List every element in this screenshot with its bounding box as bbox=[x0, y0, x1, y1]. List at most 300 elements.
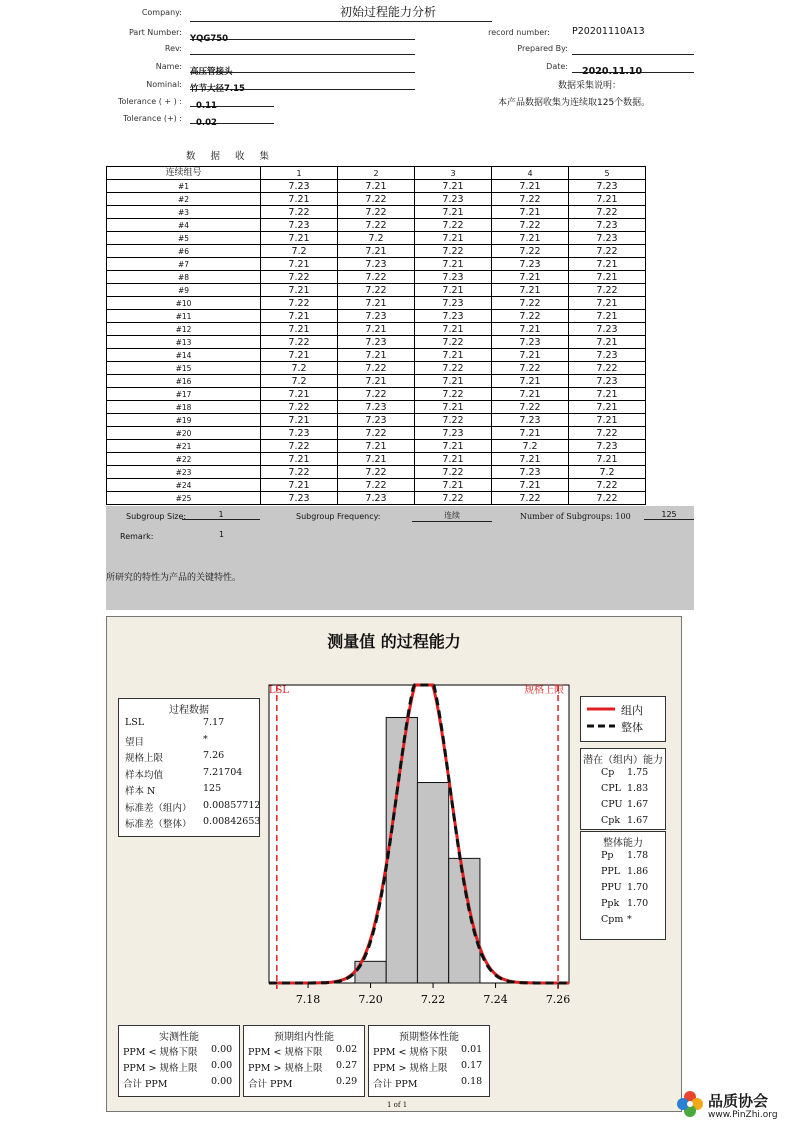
overall-capability-title: 整体能力 bbox=[603, 838, 643, 849]
brand-name: 品质协会 bbox=[708, 1092, 769, 1110]
table-row bbox=[107, 310, 646, 323]
row-label: #22 bbox=[107, 453, 261, 466]
company-label: Company: bbox=[141, 8, 182, 17]
table-cell: 7.23 bbox=[569, 375, 646, 388]
table-cell: 7.21 bbox=[492, 388, 569, 401]
potential-capability-label: CPL bbox=[601, 783, 621, 794]
num-subgroups-value: 125 bbox=[644, 510, 694, 520]
exp-overall-label: PPM < 规格下限 bbox=[373, 1047, 448, 1058]
table-cell: 7.21 bbox=[261, 232, 338, 245]
name-label: Name: bbox=[155, 62, 182, 71]
row-label: #13 bbox=[107, 336, 261, 349]
table-cell: 7.22 bbox=[338, 271, 415, 284]
table-row bbox=[107, 219, 646, 232]
observed-label: PPM > 规格上限 bbox=[123, 1063, 198, 1074]
table-cell: 7.2 bbox=[492, 440, 569, 453]
chart-title: 测量值 的过程能力 bbox=[327, 632, 461, 651]
x-tick-label: 7.24 bbox=[483, 993, 508, 1006]
row-label: #12 bbox=[107, 323, 261, 336]
row-label: #10 bbox=[107, 297, 261, 310]
table-cell: 7.21 bbox=[415, 479, 492, 492]
table-cell: 7.22 bbox=[261, 206, 338, 219]
process-data-box bbox=[118, 698, 260, 837]
table-cell: 7.22 bbox=[338, 219, 415, 232]
exp-within-value: 0.29 bbox=[336, 1076, 358, 1087]
row-label: #5 bbox=[107, 232, 261, 245]
table-row bbox=[107, 193, 646, 206]
table-cell: 7.22 bbox=[261, 336, 338, 349]
process-data-label: 样本均值 bbox=[125, 769, 164, 781]
potential-capability-label: Cp bbox=[601, 767, 615, 778]
num-subgroups-label: Number of Subgroups: 100 bbox=[520, 512, 631, 521]
exp-overall-label: PPM > 规格上限 bbox=[373, 1063, 448, 1074]
overall-capability-label: Pp bbox=[601, 850, 614, 861]
overall-capability-label: Cpm bbox=[601, 914, 624, 925]
table-cell: 7.22 bbox=[569, 492, 646, 505]
table-cell: 7.21 bbox=[492, 206, 569, 219]
table-cell: 7.22 bbox=[261, 440, 338, 453]
table-cell: 7.21 bbox=[338, 440, 415, 453]
table-row bbox=[107, 284, 646, 297]
column-header: 2 bbox=[338, 167, 415, 180]
part-number-label: Part Number: bbox=[128, 28, 182, 37]
table-cell: 7.22 bbox=[338, 466, 415, 479]
table-cell: 7.21 bbox=[338, 245, 415, 258]
potential-capability-title: 潜在（组内）能力 bbox=[583, 755, 663, 766]
process-data-value: 125 bbox=[203, 783, 222, 794]
table-cell: 7.23 bbox=[569, 180, 646, 193]
table-row bbox=[107, 232, 646, 245]
overall-capability-label: Ppk bbox=[601, 898, 620, 909]
table-cell: 7.23 bbox=[338, 492, 415, 505]
overall-capability-value: 1.86 bbox=[627, 866, 649, 877]
tol-minus-field bbox=[190, 110, 274, 128]
process-data-label: 规格上限 bbox=[125, 753, 164, 764]
table-cell: 7.22 bbox=[338, 479, 415, 492]
table-cell: 7.21 bbox=[261, 479, 338, 492]
table-cell: 7.23 bbox=[415, 427, 492, 440]
row-label: #19 bbox=[107, 414, 261, 427]
nominal-label: Nominal: bbox=[146, 80, 182, 89]
observed-performance-box bbox=[118, 1025, 240, 1097]
table-cell: 7.23 bbox=[338, 310, 415, 323]
observed-value: 0.00 bbox=[211, 1076, 233, 1087]
remark-value: 1 bbox=[219, 530, 225, 539]
overall-capability-value: * bbox=[627, 914, 632, 925]
table-cell: 7.23 bbox=[415, 193, 492, 206]
date-label: Date: bbox=[546, 62, 568, 71]
table-cell: 7.2 bbox=[338, 232, 415, 245]
observed-label: 合计 PPM bbox=[123, 1079, 168, 1090]
column-header: 3 bbox=[415, 167, 492, 180]
table-cell: 7.22 bbox=[338, 388, 415, 401]
table-cell: 7.21 bbox=[492, 427, 569, 440]
table-cell: 7.22 bbox=[569, 206, 646, 219]
table-cell: 7.21 bbox=[569, 297, 646, 310]
table-cell: 7.22 bbox=[415, 336, 492, 349]
table-row bbox=[107, 427, 646, 440]
table-cell: 7.21 bbox=[415, 440, 492, 453]
subgroup-freq-label: Subgroup Frequency: bbox=[296, 512, 381, 521]
remark-statement: 所研究的特性为产品的关键特性。 bbox=[106, 573, 242, 583]
table-cell: 7.21 bbox=[415, 232, 492, 245]
column-header: 5 bbox=[569, 167, 646, 180]
table-cell: 7.23 bbox=[338, 401, 415, 414]
table-cell: 7.22 bbox=[261, 466, 338, 479]
table-cell: 7.21 bbox=[261, 310, 338, 323]
process-data-label: LSL bbox=[125, 717, 145, 728]
row-label: #18 bbox=[107, 401, 261, 414]
row-label: #9 bbox=[107, 284, 261, 297]
x-tick-label: 7.18 bbox=[295, 993, 321, 1006]
table-cell: 7.21 bbox=[338, 297, 415, 310]
table-cell: 7.21 bbox=[569, 388, 646, 401]
observed-value: 0.00 bbox=[211, 1060, 233, 1071]
row-label: #1 bbox=[107, 180, 261, 193]
table-cell: 7.21 bbox=[415, 284, 492, 297]
overall-capability-label: PPL bbox=[601, 866, 621, 877]
date-field bbox=[572, 59, 694, 77]
subgroup-size-label: Subgroup Size: bbox=[126, 512, 187, 521]
legend-box bbox=[580, 696, 666, 742]
table-cell: 7.21 bbox=[261, 193, 338, 206]
prepared-by-label: Prepared By: bbox=[517, 44, 568, 53]
remark-label: Remark: bbox=[120, 532, 154, 541]
table-cell: 7.21 bbox=[569, 271, 646, 284]
process-data-label: 标准差（整体） bbox=[125, 819, 192, 830]
row-label: #11 bbox=[107, 310, 261, 323]
overall-capability-value: 1.70 bbox=[627, 898, 649, 909]
usl-label: 规格上限 bbox=[524, 685, 565, 696]
potential-capability-value: 1.83 bbox=[627, 783, 649, 794]
potential-capability-value: 1.75 bbox=[627, 767, 649, 778]
table-cell: 7.22 bbox=[569, 245, 646, 258]
table-row bbox=[107, 180, 646, 193]
row-label: #21 bbox=[107, 440, 261, 453]
table-row bbox=[107, 297, 646, 310]
table-row bbox=[107, 479, 646, 492]
table-cell: 7.21 bbox=[261, 284, 338, 297]
name-field bbox=[190, 59, 415, 77]
table-row bbox=[107, 375, 646, 388]
exp-within-label: PPM < 规格下限 bbox=[248, 1047, 323, 1058]
table-header-row bbox=[107, 167, 646, 180]
table-cell: 7.2 bbox=[261, 362, 338, 375]
table-cell: 7.22 bbox=[492, 310, 569, 323]
exp-within-title: 预期组内性能 bbox=[274, 1032, 334, 1043]
table-cell: 7.23 bbox=[415, 297, 492, 310]
page-indicator: 1 of 1 bbox=[387, 1101, 408, 1109]
table-cell: 7.21 bbox=[261, 349, 338, 362]
process-data-label: 样本 N bbox=[125, 786, 156, 797]
observed-value: 0.00 bbox=[211, 1044, 233, 1055]
table-cell: 7.21 bbox=[569, 336, 646, 349]
overall-capability-label: PPU bbox=[601, 882, 622, 893]
process-data-value: 7.21704 bbox=[203, 766, 243, 778]
table-cell: 7.23 bbox=[338, 414, 415, 427]
overall-capability-value: 1.78 bbox=[627, 850, 649, 861]
row-label: #8 bbox=[107, 271, 261, 284]
prepared-by-field bbox=[572, 41, 694, 55]
table-cell: 7.22 bbox=[261, 271, 338, 284]
process-data-value: 7.26 bbox=[203, 750, 225, 761]
table-cell: 7.22 bbox=[492, 362, 569, 375]
overall-capability-value: 1.70 bbox=[627, 882, 649, 893]
row-label: #23 bbox=[107, 466, 261, 479]
tol-minus-value: 0.02 bbox=[196, 118, 217, 128]
table-cell: 7.21 bbox=[261, 388, 338, 401]
process-data-value: 0.00842653 bbox=[203, 816, 261, 827]
histogram-plot bbox=[257, 677, 577, 1037]
row-label: #4 bbox=[107, 219, 261, 232]
row-label: #2 bbox=[107, 193, 261, 206]
table-cell: 7.22 bbox=[569, 362, 646, 375]
table-cell: 7.23 bbox=[569, 349, 646, 362]
potential-capability-label: Cpk bbox=[601, 815, 621, 826]
row-label: #6 bbox=[107, 245, 261, 258]
table-cell: 7.22 bbox=[492, 219, 569, 232]
table-cell: 7.21 bbox=[338, 323, 415, 336]
table-cell: 7.22 bbox=[261, 297, 338, 310]
process-data-label: 标准差（组内） bbox=[125, 802, 192, 814]
column-header: 4 bbox=[492, 167, 569, 180]
capability-chart-frame bbox=[106, 616, 682, 1112]
table-row bbox=[107, 401, 646, 414]
observed-performance-title: 实测性能 bbox=[159, 1032, 199, 1043]
row-label: #7 bbox=[107, 258, 261, 271]
exp-within-label: PPM > 规格上限 bbox=[248, 1063, 323, 1074]
exp-overall-value: 0.17 bbox=[461, 1060, 483, 1071]
rev-field bbox=[190, 41, 415, 55]
exp-overall-value: 0.01 bbox=[461, 1044, 483, 1055]
table-cell: 7.22 bbox=[492, 492, 569, 505]
table-cell: 7.21 bbox=[261, 453, 338, 466]
subgroup-freq-value: 连续 bbox=[412, 510, 492, 522]
table-cell: 7.22 bbox=[415, 414, 492, 427]
table-cell: 7.21 bbox=[569, 401, 646, 414]
table-cell: 7.23 bbox=[492, 414, 569, 427]
nominal-value: 竹节大径7.15 bbox=[190, 84, 245, 94]
table-cell: 7.21 bbox=[492, 232, 569, 245]
table-cell: 7.21 bbox=[415, 375, 492, 388]
tol-minus-label: Tolerance (+) : bbox=[123, 114, 182, 123]
table-cell: 7.21 bbox=[569, 258, 646, 271]
note-text: 本产品数据收集为连续取125个数据。 bbox=[498, 98, 651, 108]
table-cell: 7.21 bbox=[338, 349, 415, 362]
process-data-value: 7.17 bbox=[203, 717, 225, 728]
table-row bbox=[107, 362, 646, 375]
x-tick-label: 7.22 bbox=[420, 993, 446, 1006]
potential-capability-value: 1.67 bbox=[627, 815, 649, 826]
table-cell: 7.22 bbox=[569, 284, 646, 297]
process-data-value: 0.00857712 bbox=[203, 799, 261, 811]
row-label: #24 bbox=[107, 479, 261, 492]
table-row bbox=[107, 336, 646, 349]
x-tick-label: 7.20 bbox=[358, 993, 383, 1006]
table-cell: 7.22 bbox=[415, 245, 492, 258]
table-cell: 7.23 bbox=[569, 219, 646, 232]
table-cell: 7.22 bbox=[261, 401, 338, 414]
table-cell: 7.21 bbox=[569, 453, 646, 466]
row-label: #25 bbox=[107, 492, 261, 505]
table-cell: 7.22 bbox=[338, 362, 415, 375]
exp-overall-label: 合计 PPM bbox=[373, 1079, 418, 1090]
record-number-value: P20201110A13 bbox=[572, 26, 645, 37]
process-data-value: * bbox=[203, 733, 208, 745]
exp-overall-box bbox=[368, 1025, 490, 1097]
tol-plus-field bbox=[190, 93, 274, 111]
table-cell: 7.22 bbox=[415, 492, 492, 505]
nominal-field bbox=[190, 76, 415, 94]
table-cell: 7.22 bbox=[338, 284, 415, 297]
table-cell: 7.2 bbox=[569, 466, 646, 479]
row-label: #3 bbox=[107, 206, 261, 219]
exp-within-value: 0.27 bbox=[336, 1060, 358, 1071]
table-cell: 7.21 bbox=[569, 193, 646, 206]
subgroup-size-value: 1 bbox=[182, 510, 260, 520]
table-cell: 7.21 bbox=[415, 206, 492, 219]
table-cell: 7.21 bbox=[492, 479, 569, 492]
table-cell: 7.22 bbox=[492, 245, 569, 258]
table-cell: 7.23 bbox=[415, 310, 492, 323]
table-cell: 7.21 bbox=[261, 258, 338, 271]
table-row bbox=[107, 453, 646, 466]
table-row bbox=[107, 245, 646, 258]
table-cell: 7.23 bbox=[261, 427, 338, 440]
process-data-title: 过程数据 bbox=[169, 705, 209, 716]
table-cell: 7.21 bbox=[415, 323, 492, 336]
exp-within-value: 0.02 bbox=[336, 1044, 358, 1055]
table-cell: 7.22 bbox=[569, 479, 646, 492]
summary-panel bbox=[106, 506, 694, 610]
rev-label: Rev: bbox=[164, 44, 182, 53]
table-cell: 7.22 bbox=[338, 206, 415, 219]
table-cell: 7.23 bbox=[261, 180, 338, 193]
table-row bbox=[107, 466, 646, 479]
table-row bbox=[107, 258, 646, 271]
table-row bbox=[107, 414, 646, 427]
table-cell: 7.21 bbox=[492, 271, 569, 284]
table-row bbox=[107, 349, 646, 362]
legend-overall-label: 整体 bbox=[621, 721, 643, 734]
table-cell: 7.21 bbox=[415, 453, 492, 466]
table-cell: 7.21 bbox=[492, 323, 569, 336]
company-line bbox=[190, 8, 492, 22]
table-row bbox=[107, 388, 646, 401]
table-cell: 7.23 bbox=[338, 336, 415, 349]
table-cell: 7.21 bbox=[492, 349, 569, 362]
table-cell: 7.21 bbox=[492, 284, 569, 297]
exp-within-label: 合计 PPM bbox=[248, 1079, 293, 1090]
table-cell: 7.23 bbox=[569, 440, 646, 453]
table-row bbox=[107, 492, 646, 505]
x-tick-label: 7.26 bbox=[545, 993, 571, 1006]
legend-swatches bbox=[587, 705, 617, 735]
table-cell: 7.22 bbox=[415, 362, 492, 375]
table-cell: 7.23 bbox=[338, 258, 415, 271]
row-label: #20 bbox=[107, 427, 261, 440]
table-cell: 7.21 bbox=[415, 401, 492, 414]
table-cell: 7.23 bbox=[492, 336, 569, 349]
table-cell: 7.23 bbox=[415, 271, 492, 284]
exp-overall-value: 0.18 bbox=[461, 1076, 483, 1087]
table-cell: 7.2 bbox=[261, 375, 338, 388]
process-data-label: 望目 bbox=[125, 736, 145, 748]
table-row bbox=[107, 271, 646, 284]
table-cell: 7.23 bbox=[261, 492, 338, 505]
table-cell: 7.21 bbox=[492, 375, 569, 388]
table-cell: 7.21 bbox=[338, 180, 415, 193]
tol-plus-value: 0.11 bbox=[196, 101, 217, 111]
data-section-title: 数 据 收 集 bbox=[186, 151, 276, 162]
table-cell: 7.21 bbox=[415, 258, 492, 271]
potential-capability-value: 1.67 bbox=[627, 799, 649, 810]
row-header: 连续组号 bbox=[107, 167, 261, 180]
date-value: 2020.11.10 bbox=[582, 66, 643, 77]
table-cell: 7.21 bbox=[492, 180, 569, 193]
exp-overall-title: 预期整体性能 bbox=[399, 1032, 459, 1043]
tol-plus-label: Tolerance ( + ) : bbox=[118, 97, 182, 106]
table-cell: 7.21 bbox=[338, 453, 415, 466]
table-cell: 7.22 bbox=[338, 193, 415, 206]
table-row bbox=[107, 440, 646, 453]
table-row bbox=[107, 323, 646, 336]
table-cell: 7.22 bbox=[569, 427, 646, 440]
row-label: #16 bbox=[107, 375, 261, 388]
table-cell: 7.21 bbox=[569, 310, 646, 323]
potential-capability-label: CPU bbox=[601, 799, 623, 810]
table-cell: 7.23 bbox=[569, 323, 646, 336]
table-cell: 7.21 bbox=[492, 453, 569, 466]
row-label: #14 bbox=[107, 349, 261, 362]
table-cell: 7.23 bbox=[492, 466, 569, 479]
exp-within-box bbox=[243, 1025, 365, 1097]
potential-capability-box bbox=[580, 748, 666, 830]
brand-logo bbox=[676, 1090, 704, 1118]
table-cell: 7.21 bbox=[569, 414, 646, 427]
table-cell: 7.23 bbox=[261, 219, 338, 232]
observed-label: PPM < 规格下限 bbox=[123, 1047, 198, 1058]
table-cell: 7.22 bbox=[338, 427, 415, 440]
table-cell: 7.23 bbox=[492, 258, 569, 271]
table-cell: 7.22 bbox=[492, 193, 569, 206]
table-cell: 7.21 bbox=[261, 323, 338, 336]
part-number-field bbox=[190, 26, 415, 44]
table-cell: 7.21 bbox=[338, 375, 415, 388]
table-cell: 7.2 bbox=[261, 245, 338, 258]
table-row bbox=[107, 206, 646, 219]
page-title: 初始过程能力分析 bbox=[340, 5, 437, 19]
name-value: 高压管接头 bbox=[190, 67, 233, 77]
record-number-label: record number: bbox=[488, 28, 550, 37]
note-title: 数据采集说明： bbox=[558, 81, 622, 91]
part-number-value: YQG750 bbox=[190, 34, 229, 44]
table-cell: 7.21 bbox=[415, 349, 492, 362]
table-cell: 7.21 bbox=[261, 414, 338, 427]
flower-icon bbox=[676, 1090, 704, 1118]
row-label: #17 bbox=[107, 388, 261, 401]
table-cell: 7.22 bbox=[415, 466, 492, 479]
table-cell: 7.22 bbox=[415, 219, 492, 232]
brand-url: www.PinZhi.org bbox=[708, 1110, 778, 1120]
table-cell: 7.22 bbox=[492, 297, 569, 310]
overall-capability-box bbox=[580, 831, 666, 940]
histogram-bar bbox=[417, 783, 448, 983]
table-cell: 7.22 bbox=[492, 401, 569, 414]
data-table bbox=[106, 166, 646, 505]
legend-within-label: 组内 bbox=[621, 704, 643, 717]
table-cell: 7.22 bbox=[415, 388, 492, 401]
